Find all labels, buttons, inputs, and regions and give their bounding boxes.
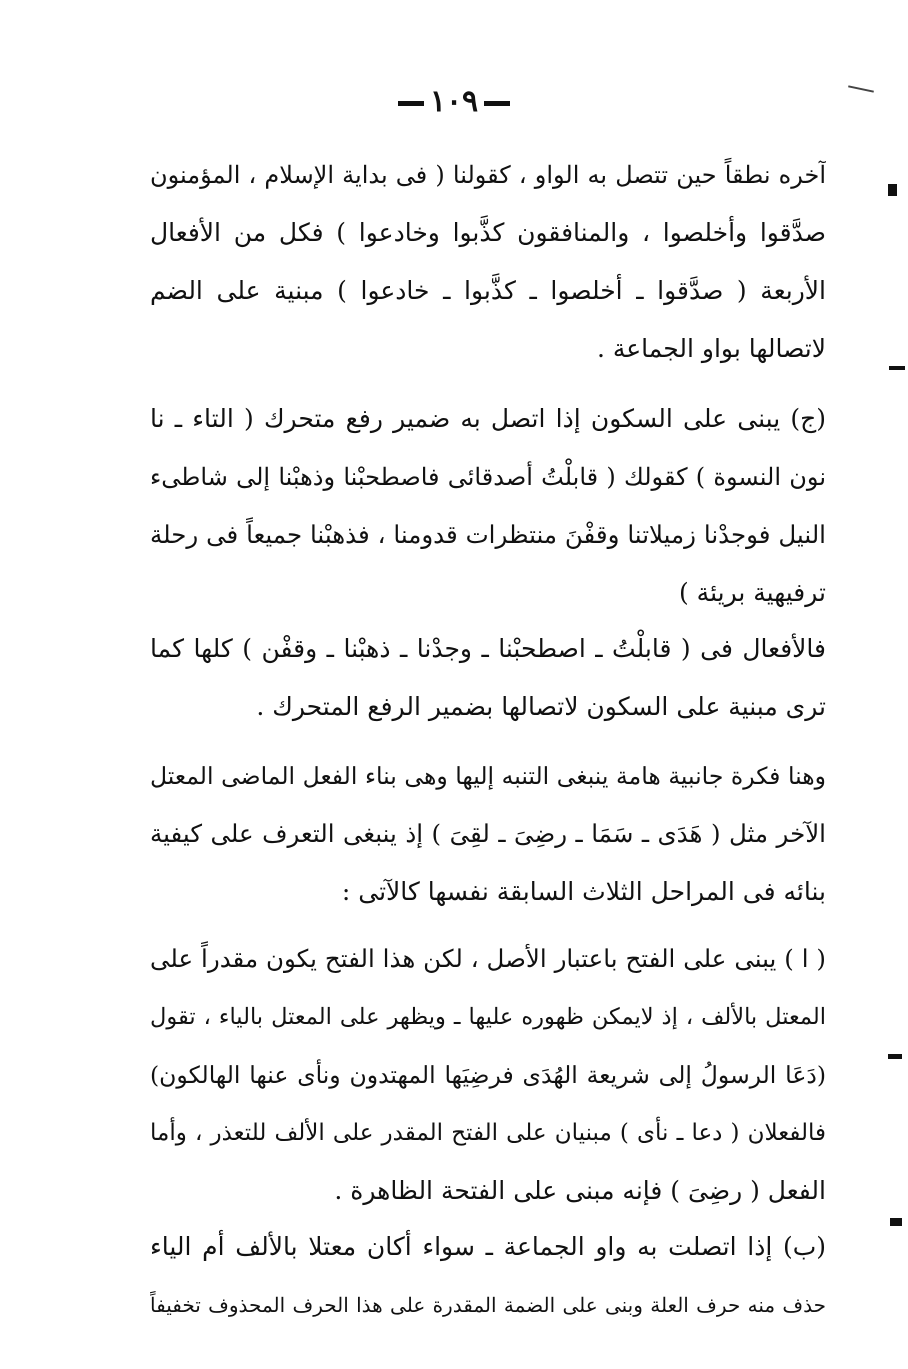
paragraph-2 — [150, 390, 826, 622]
text-line: المعتل بالألف ، إذ لايمكن ظهوره عليها ـ ويظهر على المعتل بالياء ، تقول — [150, 1004, 826, 1030]
text-line: فالفعلان ( دعا ـ نأى ) مبنيان على الفتح المقدر على الألف للتعذر ، وأما — [150, 1120, 826, 1146]
page-number-dash — [484, 101, 510, 106]
text-line: صدَّقوا وأخلصوا ، والمنافقون كذَّبوا وخادعوا ) فكل من الأفعال — [150, 218, 826, 247]
text-line: لاتصالها بواو الجماعة . — [596, 334, 826, 363]
margin-mark — [888, 1054, 902, 1059]
text-line: وهنا فكرة جانبية هامة ينبغى التنبه إليها وهى بناء الفعل الماضى المعتل — [150, 762, 826, 790]
page-number-dash — [398, 101, 424, 106]
text-line: حذف منه حرف العلة وبنى على الضمة المقدرة على هذا الحرف المحذوف تخفيفاً — [150, 1293, 826, 1317]
margin-mark — [888, 184, 897, 196]
text-line: الفعل ( رضِىَ ) فإنه مبنى على الفتحة الظاهرة . — [334, 1176, 826, 1205]
text-line: ( ا ) يبنى على الفتح باعتبار الأصل ، لكن هذا الفتح يكون مقدراً على — [150, 944, 826, 973]
text-line: (ب) إذا اتصلت به واو الجماعة ـ سواء أكان معتلا بالألف أم الياء — [150, 1232, 826, 1261]
margin-mark — [890, 1218, 902, 1226]
text-line: الأربعة ( صدَّقوا ـ أخلصوا ـ كذَّبوا ـ خادعوا ) مبنية على الضم — [150, 276, 826, 305]
margin-mark — [889, 366, 905, 370]
paragraph-5 — [150, 930, 826, 1220]
paragraph-4 — [150, 747, 826, 921]
text-line: ترفيهية بريئة ) — [678, 578, 826, 607]
text-line: الآخر مثل ( هَدَى ـ سَمَا ـ رضِىَ ـ لقِىَ ) إذ ينبغى التعرف على كيفية — [150, 819, 826, 848]
paragraph-1 — [150, 146, 826, 378]
page-number-text: ١٠٩ — [429, 84, 479, 119]
text-line: النيل فوجدْنا زميلاتنا وقفْنَ منتظرات قدومنا ، فذهبْنا جميعاً فى رحلة — [150, 520, 826, 549]
text-line: نون النسوة ) كقولك ( قابلْتُ أصدقائى فاصطحبْنا وذهبْنا إلى شاطىء — [150, 463, 826, 491]
paragraph-6 — [150, 1218, 826, 1334]
text-line: (ج) يبنى على السكون إذا اتصل به ضمير رفع متحرك ( التاء ـ نا — [150, 404, 826, 433]
text-line: آخره نطقاً حين تتصل به الواو ، كقولنا ( فى بداية الإسلام ، المؤمنون — [150, 161, 826, 189]
text-line: (دَعَا الرسولُ إلى شريعة الهُدَى فرضِيَها المهتدون ونأى عنها الهالكون) — [150, 1061, 826, 1089]
page-number — [0, 84, 908, 119]
paragraph-3 — [150, 620, 826, 736]
text-line: ترى مبنية على السكون لاتصالها بضمير الرفع المتحرك . — [256, 692, 826, 721]
text-line: فالأفعال فى ( قابلْتُ ـ اصطحبْنا ـ وجدْنا ـ ذهبْنا ـ وقفْن ) كلها كما — [150, 634, 826, 663]
text-line: بنائه فى المراحل الثلاث السابقة نفسها كالآتى : — [341, 877, 826, 906]
